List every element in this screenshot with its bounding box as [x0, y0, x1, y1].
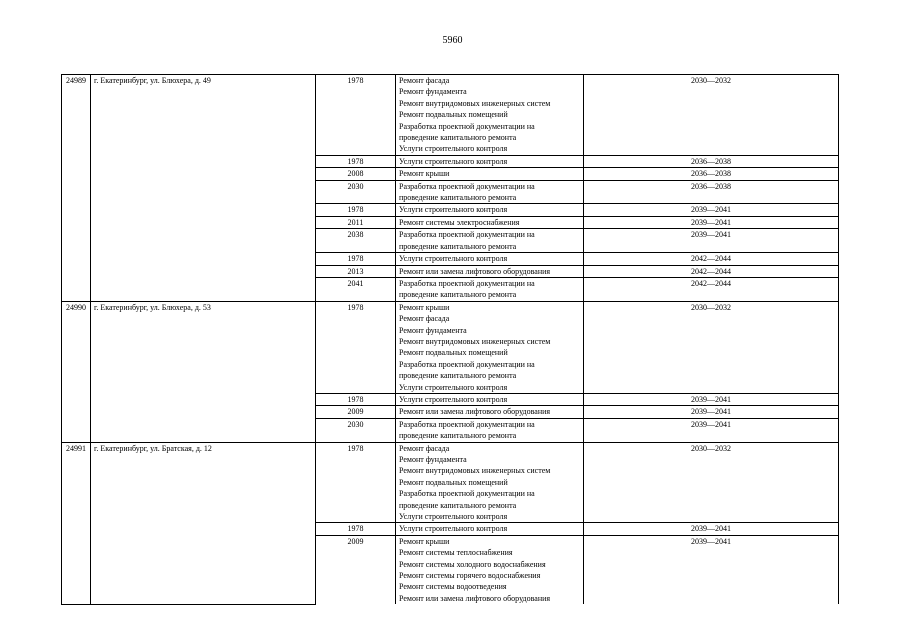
period-cell: 2030—2032: [584, 301, 839, 393]
work-item: проведение капитального ремонта: [399, 133, 517, 143]
work-item: Ремонт системы электроснабжения: [399, 217, 520, 227]
work-item: Ремонт фундамента: [399, 455, 467, 464]
year-cell: 1978: [316, 75, 396, 156]
work-item: Разработка проектной документации на: [399, 121, 535, 131]
period-cell: 2042—2044: [584, 277, 839, 301]
year-cell: 2013: [316, 265, 396, 277]
year-cell: 2030: [316, 418, 396, 442]
work-item: Разработка проектной документации на: [399, 419, 535, 429]
address-cell: г. Екатеринбург, ул. Блюхера, д. 53: [91, 301, 316, 442]
work-item: Ремонт системы горячего водоснабжения: [399, 571, 541, 581]
work-item: Услуги строительного контроля: [399, 254, 508, 264]
year-cell: 2038: [316, 229, 396, 253]
work-types-cell: [396, 393, 584, 405]
work-types-cell: [396, 155, 584, 167]
work-item: Ремонт подвальных помещений: [399, 348, 508, 358]
address-cell: г. Екатеринбург, ул. Блюхера, д. 49: [91, 75, 316, 302]
work-types-cell: [396, 229, 584, 253]
table-row: [62, 75, 839, 156]
year-cell: 1978: [316, 155, 396, 167]
page-number: 5960: [442, 35, 463, 46]
period-cell: 2030—2032: [584, 442, 839, 523]
work-item: Ремонт системы водоотведения: [399, 582, 507, 592]
work-item: проведение капитального ремонта: [399, 431, 517, 441]
work-types-cell: [396, 535, 584, 604]
period-cell: 2039—2041: [584, 535, 839, 604]
work-item: Ремонт фасада: [399, 443, 450, 453]
work-item: Ремонт системы холодного водоснабжения: [399, 559, 546, 569]
year-cell: 2008: [316, 168, 396, 180]
year-cell: 2011: [316, 216, 396, 228]
object-number-cell: 24989: [62, 75, 91, 302]
work-item: Ремонт внутридомовых инженерных систем: [399, 466, 551, 476]
work-item: Услуги строительного контроля: [399, 394, 508, 404]
period-cell: 2030—2032: [584, 75, 839, 156]
table-row: [62, 301, 839, 393]
work-item: Ремонт крыши: [399, 169, 450, 179]
year-cell: 2009: [316, 535, 396, 604]
object-number-cell: 24990: [62, 301, 91, 442]
work-item: Ремонт подвальных помещений: [399, 477, 508, 487]
period-cell: 2042—2044: [584, 265, 839, 277]
period-cell: 2042—2044: [584, 253, 839, 265]
table-body: [62, 75, 839, 605]
work-item: проведение капитального ремонта: [399, 371, 517, 381]
work-item: Ремонт фундамента: [399, 325, 467, 335]
work-item: Ремонт фасада: [399, 76, 450, 85]
work-item: Разработка проектной документации на: [399, 230, 535, 240]
period-cell: 2036—2038: [584, 168, 839, 180]
year-cell: 1978: [316, 523, 396, 535]
work-types-cell: [396, 216, 584, 228]
year-cell: 1978: [316, 442, 396, 523]
work-types-cell: [396, 523, 584, 535]
work-types-cell: [396, 253, 584, 265]
work-types-cell: [396, 265, 584, 277]
work-item: Разработка проектной документации на: [399, 181, 535, 191]
work-types-cell: [396, 301, 584, 393]
work-item: проведение капитального ремонта: [399, 241, 517, 251]
work-item: Ремонт или замена лифтового оборудования: [399, 593, 551, 603]
period-cell: 2039—2041: [584, 523, 839, 535]
period-cell: 2036—2038: [584, 180, 839, 204]
work-item: Разработка проектной документации на: [399, 359, 535, 369]
work-item: Услуги строительного контроля: [399, 524, 508, 534]
year-cell: 1978: [316, 204, 396, 216]
period-cell: 2039—2041: [584, 418, 839, 442]
work-types-cell: [396, 277, 584, 301]
table-row: [62, 442, 839, 523]
period-cell: 2039—2041: [584, 229, 839, 253]
period-cell: 2039—2041: [584, 204, 839, 216]
work-item: Разработка проектной документации на: [399, 489, 535, 499]
period-cell: 2039—2041: [584, 393, 839, 405]
year-cell: 1978: [316, 253, 396, 265]
repair-schedule-table: [61, 74, 839, 605]
work-item: Услуги строительного контроля: [399, 512, 508, 522]
work-item: Ремонт подвальных помещений: [399, 110, 508, 120]
period-cell: 2036—2038: [584, 155, 839, 167]
work-types-cell: [396, 168, 584, 180]
work-item: Ремонт внутридомовых инженерных систем: [399, 336, 551, 346]
work-item: Услуги строительного контроля: [399, 144, 508, 154]
year-cell: 2030: [316, 180, 396, 204]
work-item: проведение капитального ремонта: [399, 500, 517, 510]
year-cell: 2009: [316, 406, 396, 418]
year-cell: 1978: [316, 301, 396, 393]
work-item: Ремонт или замена лифтового оборудования: [399, 266, 551, 276]
work-item: Ремонт фасада: [399, 314, 450, 324]
work-item: Услуги строительного контроля: [399, 205, 508, 215]
work-types-cell: [396, 204, 584, 216]
work-item: Ремонт или замена лифтового оборудования: [399, 407, 551, 417]
period-cell: 2039—2041: [584, 216, 839, 228]
work-item: Услуги строительного контроля: [399, 156, 508, 166]
work-types-cell: [396, 418, 584, 442]
work-item: проведение капитального ремонта: [399, 290, 517, 300]
work-item: Ремонт фундамента: [399, 87, 467, 97]
work-item: Ремонт внутридомовых инженерных систем: [399, 98, 551, 108]
work-types-cell: [396, 180, 584, 204]
address-cell: г. Екатеринбург, ул. Братская, д. 12: [91, 442, 316, 604]
period-cell: 2039—2041: [584, 406, 839, 418]
work-item: Разработка проектной документации на: [399, 278, 535, 288]
year-cell: 1978: [316, 393, 396, 405]
object-number-cell: 24991: [62, 442, 91, 604]
work-item: Ремонт крыши: [399, 302, 450, 312]
work-types-cell: [396, 75, 584, 156]
work-item: Услуги строительного контроля: [399, 382, 508, 392]
work-item: Ремонт крыши: [399, 536, 450, 546]
work-item: Ремонт системы теплоснабжения: [399, 548, 513, 558]
work-item: проведение капитального ремонта: [399, 193, 517, 203]
work-types-cell: [396, 442, 584, 523]
work-types-cell: [396, 406, 584, 418]
year-cell: 2041: [316, 277, 396, 301]
